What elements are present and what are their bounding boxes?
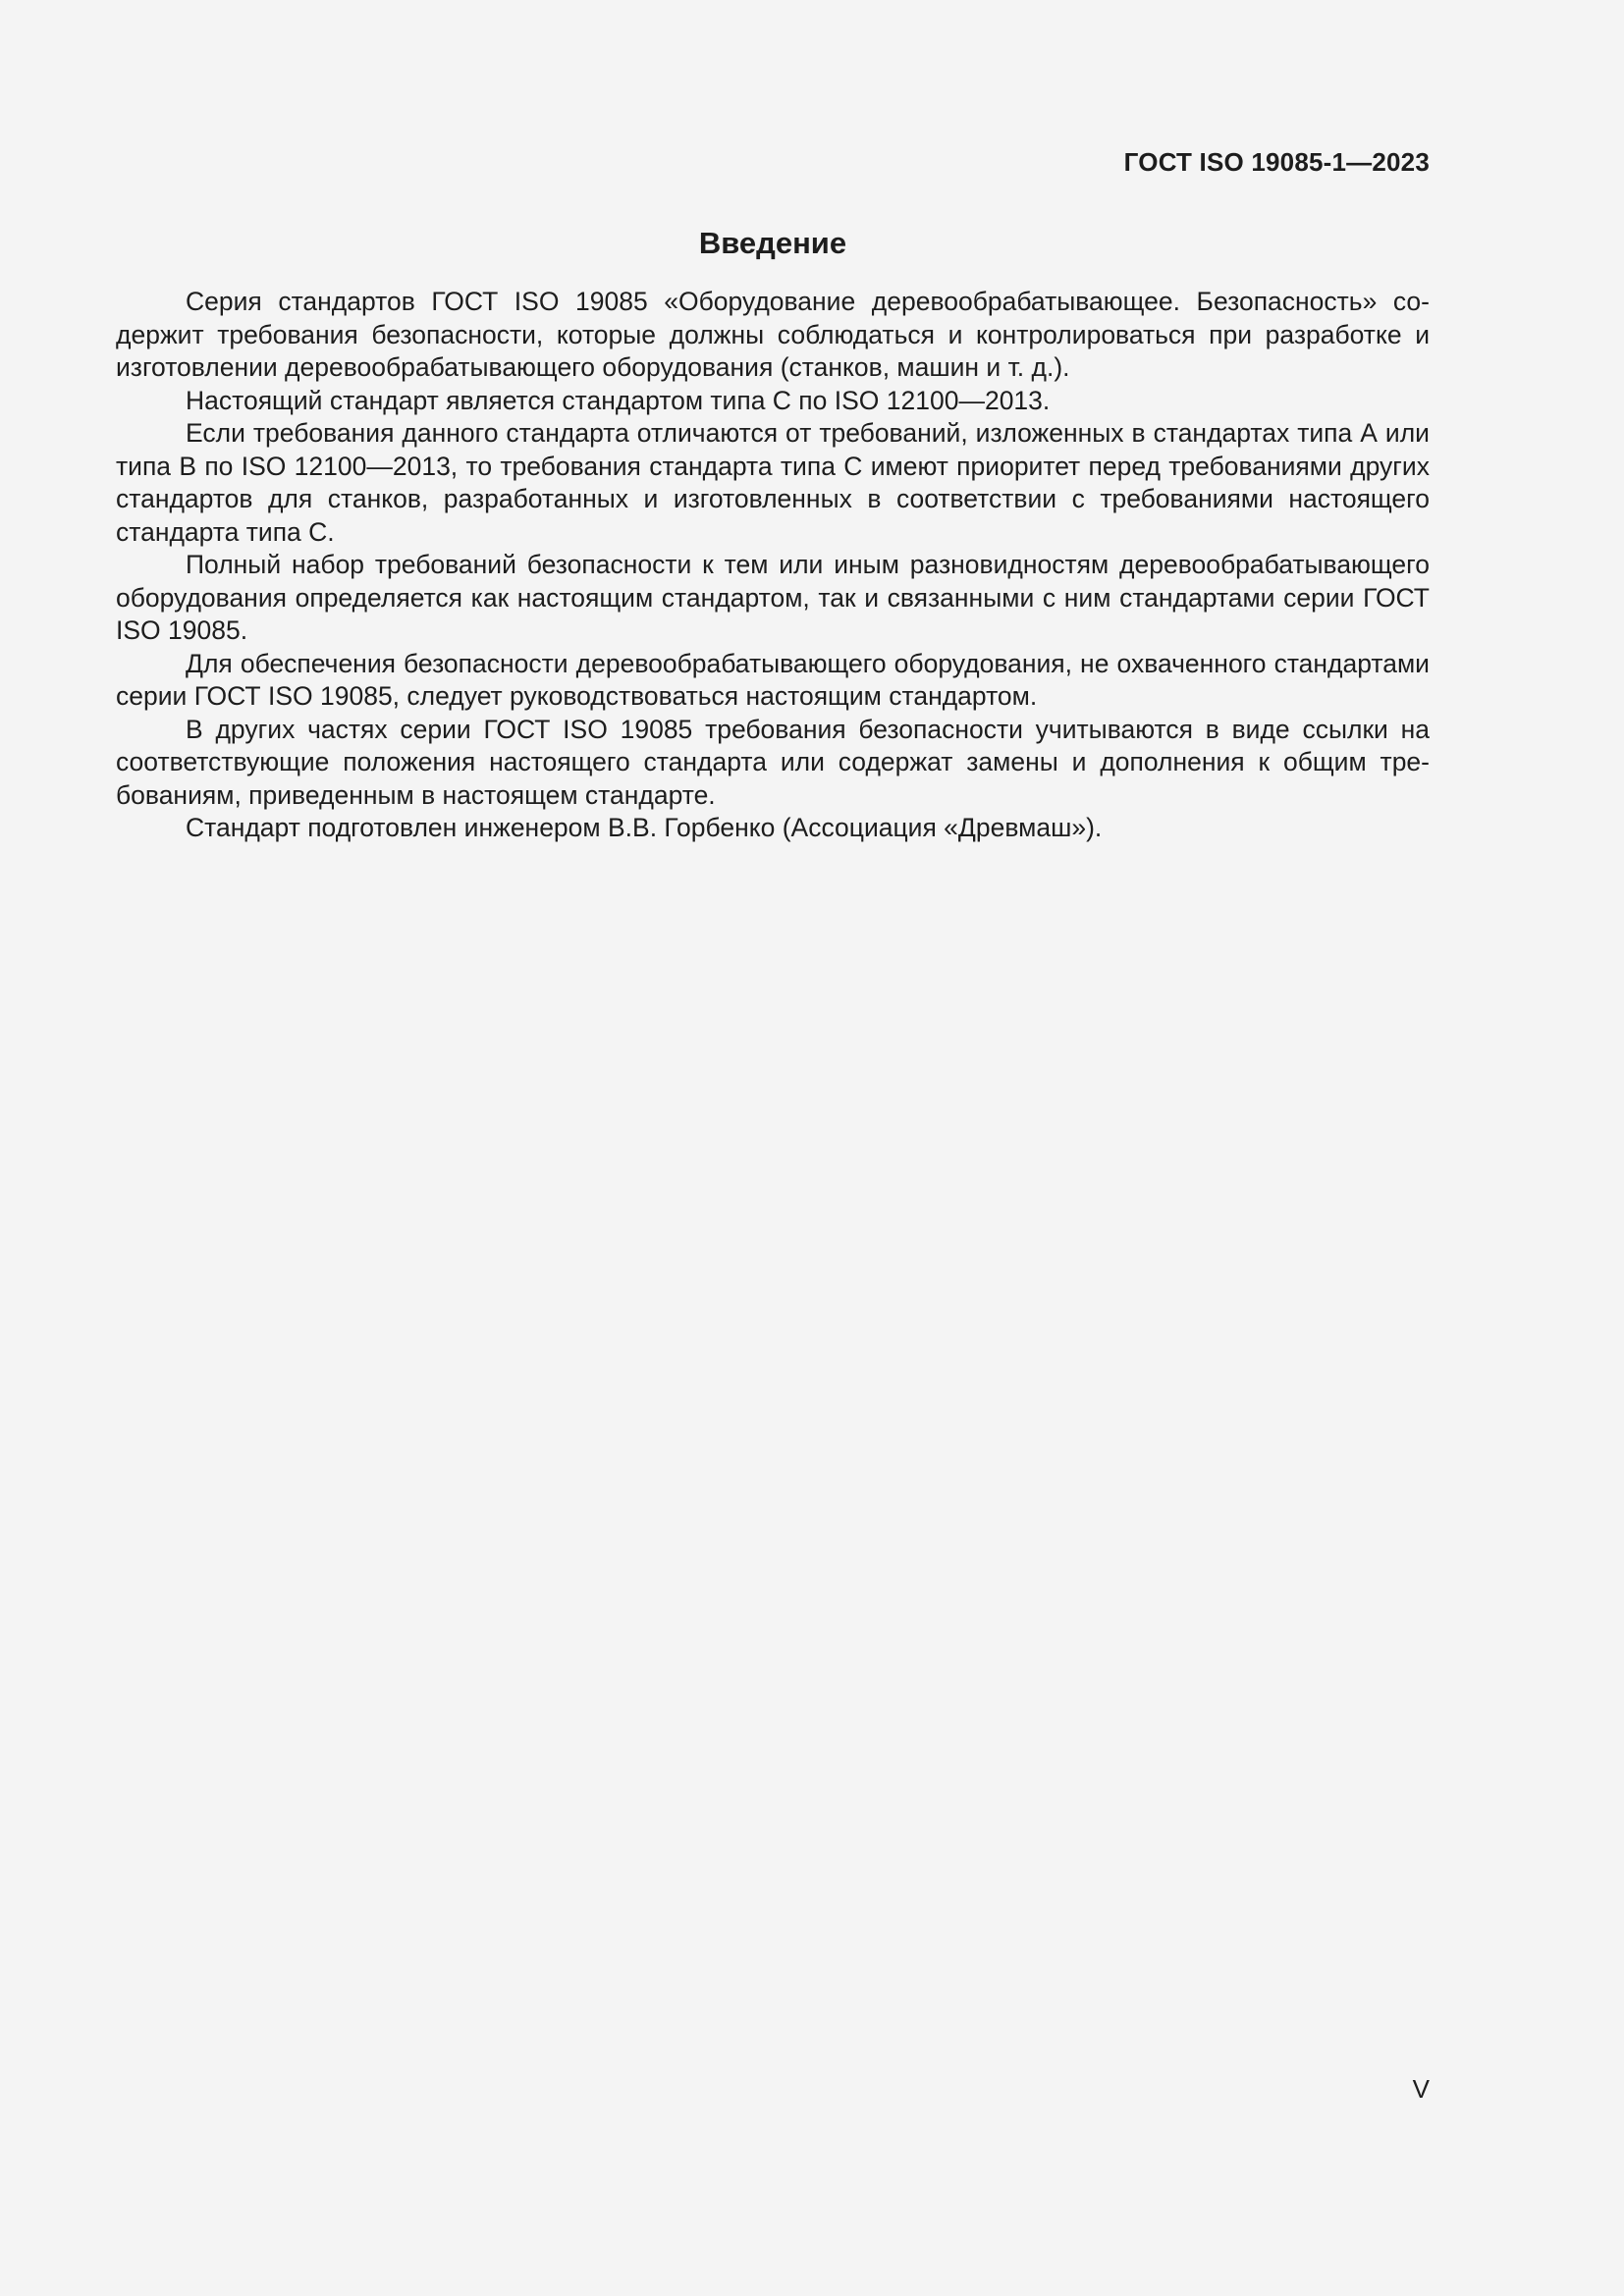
introduction-body — [116, 286, 1430, 845]
paragraph-series-overview: Серия стандартов ГОСТ ISO 19085 «Оборудование деревообрабатывающее. Безопасность» содержит требования безопасности, которые должны соблюдаться и контролироваться при разработке и изготовлении деревообрабатывающего оборудования (станков, машин и т. д.). — [116, 287, 1430, 382]
document-code-header: ГОСТ ISO 19085-1—2023 — [1123, 147, 1430, 177]
paragraph-priority: Если требования данного стандарта отличаются от требований, изложенных в стандартах типа А или типа В по ISO 12100—2013, то требования стандарта типа С имеют приоритет перед требованиями других стандартов для станков, разработанных и изготовленных в соответствии с требованиями настоящего стандарта типа С. — [116, 418, 1430, 547]
paragraph-other-parts: В других частях серии ГОСТ ISO 19085 требования безопасности учитываются в виде ссылки на соответствующие положения настоящего стандарта или содержат замены и дополнения к общим требованиям, приведенным в настоящем стандарте. — [116, 714, 1430, 810]
paragraph-standard-type: Настоящий стандарт является стандартом типа С по ISO 12100—2013. — [186, 385, 1051, 415]
page-number: V — [1412, 2074, 1430, 2104]
paragraph-uncovered-equipment: Для обеспечения безопасности деревообрабатывающего оборудования, не охваченного стандартами серии ГОСТ ISO 19085, следует руководствоваться настоящим стандартом. — [116, 648, 1430, 711]
paragraph-requirements-set: Полный набор требований безопасности к тем или иным разновидностям деревообрабатывающего оборудования определяется как настоящим стандартом, так и связанными с ним стандартами серии ГОСТ ISO 19085. — [116, 550, 1430, 645]
section-title: Введение — [698, 226, 847, 260]
paragraph-author: Стандарт подготовлен инженером В.В. Горбенко (Ассоциация «Древмаш»). — [186, 813, 1103, 842]
